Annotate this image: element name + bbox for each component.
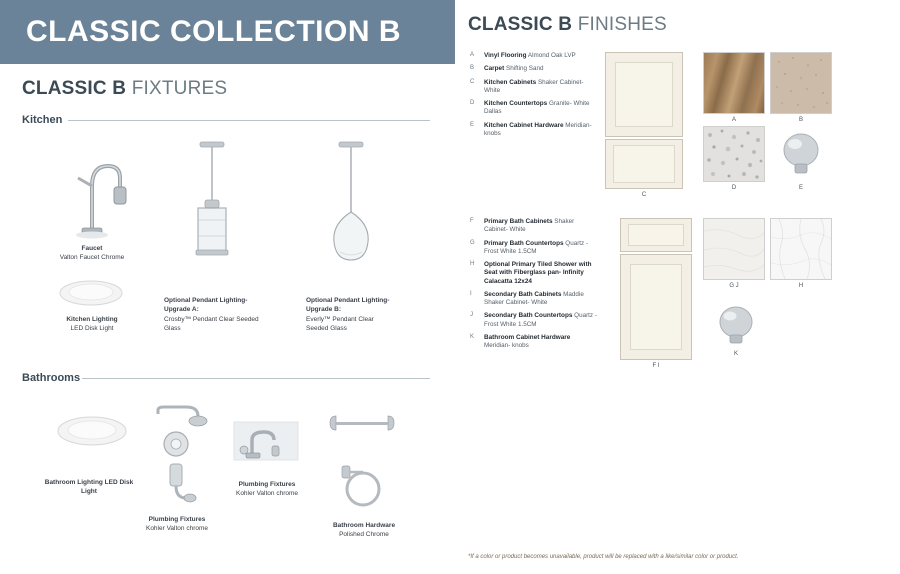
caption-pendant-b-sub: Everly™ Pendant Clear Seeded Glass [306,315,374,333]
legend-letter: F [470,218,474,224]
kitchen-divider [68,120,430,121]
bath-cabinet-knob-illustration [708,300,764,350]
caption-bath-lighting [44,478,134,497]
pendant-a-illustration [186,140,238,270]
right-column [460,0,900,574]
footnote: *If a color or product becomes unavailable, product will be replaced with a like/similar color or product. [468,554,739,560]
legend-item [470,52,598,60]
kitchen-cabinet-drawer-swatch [605,139,683,189]
legend-desc: Shifting Sand [506,65,544,73]
legend-letter: I [470,290,472,297]
legend-desc: Granite- White Dallas [484,100,590,116]
swatch-label-a: A [731,117,736,123]
legend-name: Kitchen Countertops [484,100,548,108]
fixtures-section-heading [22,78,227,100]
legend-letter: K [470,333,475,340]
swatch-label-gj: G J [729,283,739,289]
legend-item [470,122,598,139]
finishes-heading-light: FINISHES [577,14,667,35]
swatch-vinyl-flooring [703,52,765,114]
bathrooms-group-label: Bathrooms [22,372,81,384]
caption-pendant-a-title: Optional Pendant Lighting- Upgrade A: [164,297,248,314]
legend-desc: Shaker Cabinet- White [484,218,575,234]
legend-top [470,52,598,143]
legend-item [470,334,598,351]
swatch-label-d: D [731,185,737,191]
legend-desc: Maddie Shaker Cabinet- White [484,290,584,307]
legend-letter: G [470,239,475,246]
legend-name: Kitchen Cabinets [484,78,537,86]
towel-bar-illustration [326,412,398,438]
caption-kitchen-lighting-sub: LED Disk Light [70,325,114,333]
swatch-label-b: B [798,117,803,123]
caption-bath-lighting-title: Bathroom Lighting LED Disk Light [44,479,134,496]
kitchen-disk-light-illustration [58,276,124,310]
swatch-label-h: H [798,283,804,289]
legend-desc: Quartz - Frost White 1.5CM [484,312,597,328]
legend-letter: D [470,100,475,107]
legend-item [470,291,598,308]
legend-item [470,100,598,117]
caption-pendant-a-sub: Crosby™ Pendant Clear Seeded Glass [164,315,259,333]
lav-faucet-illustration [232,420,300,464]
kitchen-cabinet-knob-illustration [773,126,829,182]
kitchen-group-label: Kitchen [22,114,63,126]
legend-desc: Meridian- knobs [484,121,592,137]
legend-name: Secondary Bath Cabinets [484,290,562,298]
legend-name: Primary Bath Cabinets [484,218,553,225]
legend-letter: H [470,261,475,267]
legend-letter: J [470,312,473,319]
caption-bathroom-hardware-sub: Polished Chrome [339,531,389,539]
bath-cabinet-door-swatch [620,254,692,360]
towel-ring-illustration [340,462,386,510]
legend-name: Primary Bath Countertops [484,239,564,247]
legend-item [470,65,598,73]
swatch-carpet [770,52,832,114]
faucet-illustration [56,144,128,240]
legend-desc: Meridian- knobs [484,342,529,350]
swatch-label-e: E [798,185,803,191]
swatch-shower-tile [770,218,832,280]
title-banner [0,0,455,64]
swatch-bath-countertop [703,218,765,280]
legend-desc: Shaker Cabinet- White [484,78,584,94]
legend-name: Kitchen Cabinet Hardware [484,121,564,129]
kitchen-cabinet-door-swatch [605,52,683,137]
caption-plumbing-fixtures-2-sub: Kohler Valton chrome [235,490,299,498]
legend-item [470,312,598,329]
caption-bathroom-hardware [318,521,410,540]
caption-plumbing-fixtures-2 [228,480,306,499]
legend-desc: Almond Oak LVP [527,52,576,59]
swatch-kitchen-countertop [703,126,765,182]
caption-plumbing-fixtures-2-title: Plumbing Fixtures [238,481,296,488]
caption-bathroom-hardware-title: Bathroom Hardware [332,522,396,529]
legend-letter: B [470,65,475,72]
legend-desc: Quartz - Frost White 1.5CM [484,239,589,255]
finishes-heading [468,14,667,36]
page-title: CLASSIC COLLECTION B [26,15,401,48]
caption-plumbing-fixtures-title: Plumbing Fixtures [148,516,206,523]
caption-plumbing-fixtures-sub: Kohler Valton chrome [145,525,209,533]
swatch-label-c: C [641,192,647,198]
legend-name: Bathroom Cabinet Hardware [484,333,571,341]
legend-letter: E [470,121,475,128]
caption-plumbing-fixtures [128,515,226,534]
fixtures-heading-light: FIXTURES [131,78,228,99]
plumbing-fixtures-illustration [146,404,212,510]
caption-pendant-a [164,296,260,334]
caption-pendant-b-title: Optional Pendant Lighting- Upgrade B: [306,297,390,314]
caption-faucet-sub: Valton Faucet Chrome [59,254,125,262]
legend-item [470,79,598,96]
legend-letter: A [470,52,475,58]
legend-item [470,261,598,286]
legend-bottom [470,218,598,355]
bath-disk-light-illustration [56,412,128,450]
swatch-label-k: K [733,351,738,357]
legend-name: Vinyl Flooring [484,52,527,59]
fixtures-heading-bold: CLASSIC B [22,78,127,99]
legend-item [470,218,598,235]
caption-pendant-b [306,296,398,334]
legend-letter: C [470,78,475,85]
caption-kitchen-lighting [42,315,142,334]
bath-cabinet-drawer-swatch [620,218,692,252]
caption-kitchen-lighting-title: Kitchen Lighting [66,316,118,323]
caption-faucet [42,244,142,263]
pendant-b-illustration [322,140,380,270]
caption-faucet-title: Faucet [81,245,103,252]
legend-item [470,240,598,257]
legend-name: Optional Primary Tiled Shower with Seat with Fiberglass pan- Infinity Calacatta 12x24 [484,261,592,285]
swatch-label-fi: F I [652,363,660,369]
legend-name: Secondary Bath Countertops [484,312,573,320]
finishes-heading-bold: CLASSIC B [468,14,573,35]
legend-name: Carpet [484,65,505,73]
bathrooms-divider [82,378,430,379]
